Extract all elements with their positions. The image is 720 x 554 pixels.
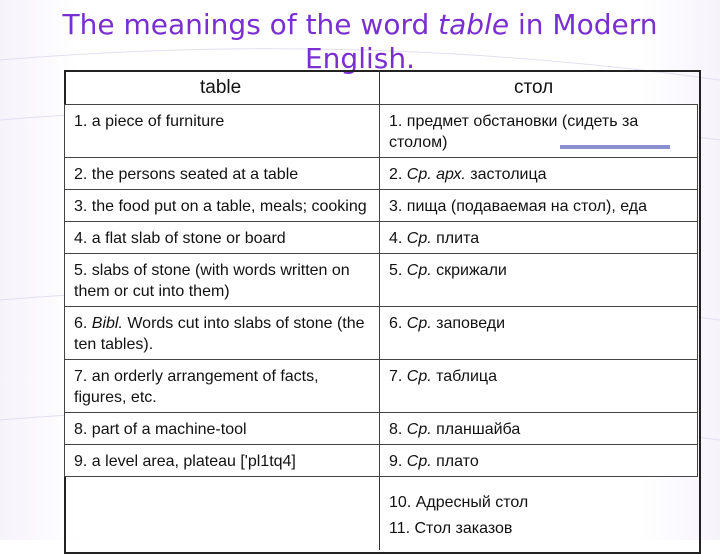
row-number: 2.: [74, 166, 88, 183]
russian-meaning: застолица: [465, 166, 547, 183]
title-prefix: The meanings of the word: [62, 8, 439, 41]
english-cell: [65, 360, 380, 413]
english-meaning: Words cut into slabs of stone (the ten tables).: [74, 315, 365, 353]
russian-cell: [380, 360, 698, 413]
english-cell: [65, 413, 380, 445]
russian-abbreviation: Ср.: [402, 230, 432, 247]
russian-meaning: планшайба: [431, 421, 521, 438]
russian-cell: [380, 254, 698, 307]
english-meaning: a level area, plateau ['pl1tq4]: [87, 453, 296, 470]
row-number: 6.: [389, 315, 403, 332]
row-number: 2.: [389, 166, 403, 183]
russian-cell: [380, 105, 698, 158]
russian-cell: [380, 307, 698, 360]
row-number: 3.: [74, 198, 88, 215]
row-number: 9.: [389, 453, 403, 470]
russian-meaning: предмет обстановки (сидеть за столом): [389, 113, 639, 151]
russian-abbreviation: Ср.: [402, 262, 432, 279]
english-meaning: part of a machine-tool: [87, 421, 247, 438]
english-cell: [65, 190, 380, 222]
table-row: [65, 413, 698, 445]
row-number: 5.: [74, 262, 88, 279]
russian-meaning: плато: [431, 453, 479, 470]
table-row: [65, 445, 698, 477]
russian-meaning: скрижали: [431, 262, 507, 279]
row-number: 7.: [389, 368, 403, 385]
row-number: 4.: [74, 230, 88, 247]
row-number: 3.: [389, 198, 403, 215]
row-number: 6.: [74, 315, 88, 332]
title-suffix: in Modern English.: [304, 8, 658, 75]
extra-meanings: [380, 490, 699, 542]
english-meaning: a flat slab of stone or board: [87, 230, 286, 247]
russian-abbreviation: Ср.: [402, 368, 432, 385]
russian-meaning: таблица: [431, 368, 497, 385]
english-abbreviation: Bibl.: [87, 315, 123, 332]
russian-cell: [380, 190, 698, 222]
english-cell: [65, 222, 380, 254]
russian-meaning: плита: [431, 230, 480, 247]
russian-abbreviation: Ср.: [402, 453, 432, 470]
russian-meaning: пища (подаваемая на стол), еда: [402, 198, 648, 215]
table-row: [65, 190, 698, 222]
english-cell: [65, 158, 380, 190]
table-row: [65, 307, 698, 360]
extra-line-10: 10. Адресный стол: [389, 494, 529, 511]
russian-cell: [380, 413, 698, 445]
russian-cell: [380, 445, 698, 477]
table-row: [65, 158, 698, 190]
table-row: [65, 360, 698, 413]
row-number: 8.: [74, 421, 88, 438]
english-cell: [65, 445, 380, 477]
english-meaning: the food put on a table, meals; cooking: [87, 198, 367, 215]
row-number: 7.: [74, 368, 88, 385]
english-meaning: slabs of stone (with words written on them or cut into them): [74, 262, 350, 300]
extra-line-11: 11. Стол заказов: [389, 520, 513, 537]
row-number: 5.: [389, 262, 403, 279]
russian-cell: [380, 158, 698, 190]
row-number: 4.: [389, 230, 403, 247]
russian-meaning: заповеди: [431, 315, 506, 332]
row-number: 1.: [389, 113, 403, 130]
highlight-bar: [560, 145, 670, 149]
column-heading-russian: стол: [514, 77, 554, 98]
russian-abbreviation: Ср.: [402, 421, 432, 438]
table-row: [65, 105, 698, 158]
column-heading-english: table: [200, 77, 242, 98]
english-meaning: an orderly arrangement of facts, figures, etc.: [74, 368, 319, 406]
english-cell: [65, 307, 380, 360]
slide-title: [30, 8, 690, 76]
russian-cell: [380, 222, 698, 254]
russian-abbreviation: Ср. арх.: [402, 166, 466, 183]
title-word: table: [438, 8, 510, 41]
table-row: [65, 222, 698, 254]
english-meaning: a piece of furniture: [87, 113, 225, 130]
english-cell: [65, 254, 380, 307]
meanings-table: [64, 104, 698, 477]
row-number: 9.: [74, 453, 88, 470]
russian-abbreviation: Ср.: [402, 315, 432, 332]
row-number: 1.: [74, 113, 88, 130]
row-number: 8.: [389, 421, 403, 438]
english-cell: [65, 105, 380, 158]
english-meaning: the persons seated at a table: [87, 166, 299, 183]
table-row: [65, 254, 698, 307]
